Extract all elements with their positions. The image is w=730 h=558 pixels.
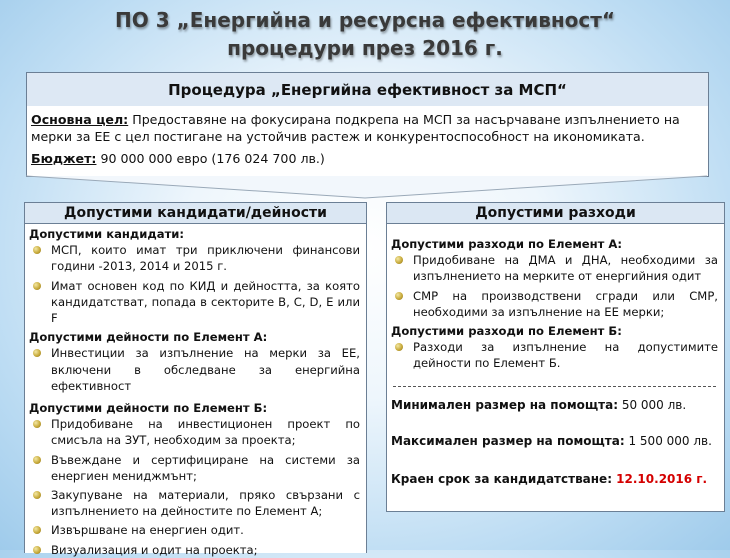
list-item-text: Инвестиции за изпълнение на мерки за ЕЕ, включени в обследване за енергийна ефективност xyxy=(51,346,360,393)
list-item-text: Визуализация и одит на проекта; xyxy=(51,542,258,557)
list-item-text: СМР на производствени сгради или СМР, необходими за изпълнение на ЕЕ мерки; xyxy=(413,288,718,319)
list-item xyxy=(391,288,718,320)
connector-arrow xyxy=(0,0,730,210)
goal-text: Предоставяне на фокусирана подкрепа на МСП за насърчаване изпълнението на мерки за ЕЕ с цел постигане на устойчив растеж и конкурентоспособност на икономиката. xyxy=(31,112,680,144)
bullet-icon xyxy=(33,526,41,534)
expenses-b-list xyxy=(391,339,718,371)
list-item xyxy=(29,242,360,274)
goal-label: Основна цел: xyxy=(31,112,129,127)
bullet-icon xyxy=(33,491,41,499)
section-heading: Допустими разходи по Елемент А: xyxy=(391,237,623,251)
list-item-text: МСП, които имат три приключени финансови години -2013, 2014 и 2015 г. xyxy=(51,243,360,274)
slide-title-line1: ПО 3 „Енергийна и ресурсна ефективност“ xyxy=(115,8,615,32)
min-aid-label: Минимален размер на помощта: xyxy=(391,397,618,412)
bullet-icon xyxy=(395,292,403,300)
bullet-icon xyxy=(33,246,41,254)
expenses-content xyxy=(387,224,724,487)
section-heading: Допустими дейности по Елемент А: xyxy=(29,330,268,345)
candidates-header: Допустими кандидати/дейности xyxy=(25,203,366,224)
min-aid-value: 50 000 лв. xyxy=(618,397,687,412)
list-item xyxy=(391,252,718,284)
list-item xyxy=(29,345,360,394)
bullet-icon xyxy=(33,349,41,357)
procedure-title: Процедура „Енергийна ефективност за МСП“ xyxy=(27,73,708,107)
candidates-box xyxy=(24,202,367,557)
list-item xyxy=(29,487,360,519)
expenses-box xyxy=(386,202,725,512)
deadline-value: 12.10.2016 г. xyxy=(612,472,708,487)
section-heading: Допустими дейности по Елемент Б: xyxy=(29,401,268,416)
max-aid-label: Максимален размер на помощта: xyxy=(391,433,625,448)
bullet-icon xyxy=(33,420,41,428)
list-item xyxy=(29,416,360,448)
list-item-text: Разходи за изпълнение на допустимите дейности по Елемент Б. xyxy=(413,340,718,371)
list-item xyxy=(391,339,718,371)
budget-text: 90 000 000 евро (176 024 700 лв.) xyxy=(96,151,325,166)
activities-b-list xyxy=(29,416,360,558)
list-item xyxy=(29,278,360,327)
min-aid-row xyxy=(391,397,718,413)
candidates-content xyxy=(25,226,366,558)
slide-title-line2: процедури през 2016 г. xyxy=(227,36,503,60)
bullet-icon xyxy=(395,343,403,351)
bullet-icon xyxy=(33,282,41,290)
dashed-divider xyxy=(393,386,716,387)
activities-a-list xyxy=(29,345,360,394)
bullet-icon xyxy=(395,256,403,264)
list-item-text: Извършване на енергиен одит. xyxy=(51,523,244,538)
list-item xyxy=(29,522,360,538)
deadline-row xyxy=(391,471,718,487)
max-aid-value: 1 500 000 лв. xyxy=(624,433,712,448)
candidates-list xyxy=(29,242,360,326)
budget-label: Бюджет: xyxy=(31,151,97,166)
list-item-text: Закупуване на материали, пряко свързани с изпълнението на дейностите по Елемент А; xyxy=(51,488,360,519)
list-item-text: Въвеждане и сертифициране на системи за енергиен мениджмънт; xyxy=(51,452,360,483)
list-item xyxy=(29,452,360,484)
expenses-a-list xyxy=(391,252,718,320)
deadline-label: Краен срок за кандидатстване: xyxy=(391,472,612,487)
bullet-icon xyxy=(33,456,41,464)
section-heading: Допустими разходи по Елемент Б: xyxy=(391,324,622,339)
expenses-header: Допустими разходи xyxy=(387,203,724,224)
list-item-text: Имат основен код по КИД и дейността, за която кандидатстват, попада в секторите B, C, D, E или F xyxy=(51,278,360,326)
list-item-text: Придобиване на инвестиционен проект по смисъла на ЗУТ, необходим за проекта; xyxy=(51,417,360,448)
list-item-text: Придобиване на ДМА и ДНА, необходими за изпълнението на мерките от енергийния одит xyxy=(413,253,718,284)
max-aid-row xyxy=(391,433,718,449)
section-heading: Допустими кандидати: xyxy=(29,227,185,241)
